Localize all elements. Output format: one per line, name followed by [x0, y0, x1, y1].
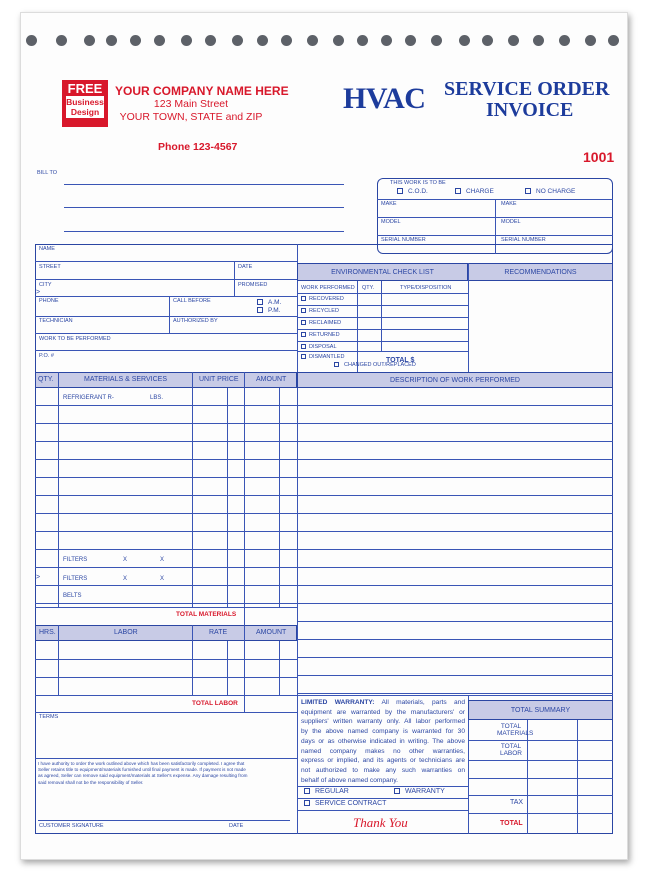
- unit-price-header: UNIT PRICE: [199, 376, 239, 383]
- bill-to-label: BILL TO: [37, 170, 58, 176]
- labor-amount-header: AMOUNT: [256, 629, 287, 636]
- service-contract-option[interactable]: SERVICE CONTRACT: [304, 800, 386, 807]
- env-item[interactable]: RECYCLED: [301, 308, 339, 314]
- refrigerant-label: REFRIGERANT R-: [63, 395, 114, 401]
- serial-label-2: SERIAL NUMBER: [501, 237, 546, 243]
- bill-to-line-2[interactable]: [64, 207, 344, 208]
- work-type-heading: THIS WORK IS TO BE: [390, 180, 446, 186]
- summary-tax: TAX: [510, 799, 524, 806]
- make-label-2: MAKE: [501, 201, 517, 207]
- rate-header: RATE: [209, 629, 228, 636]
- binder-hole: [181, 35, 192, 46]
- warranty-heading: LIMITED WARRANTY:: [301, 699, 375, 706]
- binder-hole: [106, 35, 117, 46]
- thank-you-text: Thank You: [353, 815, 408, 830]
- binder-hole: [357, 35, 368, 46]
- binder-hole: [405, 35, 416, 46]
- binder-hole: [381, 35, 392, 46]
- recommendations-header: RECOMMENDATIONS: [468, 263, 613, 281]
- filters-x1: X: [123, 557, 128, 563]
- limited-warranty-text: LIMITED WARRANTY: All materials, parts and equipment are warranted by the manufacturers' or suppliers' written warranty only. All labor performed by the above named company is warranted for 30 days or as otherwise indicated in writing. The above named company makes no other warranties, express or implied, and its agents or technicians are not authorized to make any such warranties on behalf of above named company.: [301, 699, 465, 784]
- phone-label: PHONE: [39, 298, 59, 304]
- env-item[interactable]: DISMANTLED: [301, 354, 344, 360]
- arrow-marker-1: >: [36, 289, 41, 296]
- env-type: TYPE/DISPOSITION: [400, 285, 452, 291]
- binder-hole: [26, 35, 37, 46]
- logo-design: Design: [70, 107, 100, 117]
- city-label: CITY: [39, 282, 52, 288]
- total-summary-header: TOTAL SUMMARY: [468, 700, 613, 720]
- make-label-1: MAKE: [381, 201, 397, 207]
- technician-label: TECHNICIAN: [39, 318, 73, 324]
- model-label-1: MODEL: [381, 219, 401, 225]
- binder-hole: [608, 35, 619, 46]
- env-changed-out[interactable]: CHANGED OUT/REPLACED: [334, 362, 416, 368]
- binder-hole: [257, 35, 268, 46]
- filters-label-2: FILTERS: [63, 576, 88, 582]
- pm-option[interactable]: P.M.: [257, 307, 281, 314]
- authorized-by-label: AUTHORIZED BY: [173, 318, 218, 324]
- promised-label: PROMISED: [238, 282, 268, 288]
- free-business-design-logo: [62, 80, 108, 127]
- title-hvac: HVAC: [343, 82, 426, 115]
- company-name: YOUR COMPANY NAME HERE: [115, 84, 289, 98]
- binder-hole: [508, 35, 519, 46]
- filters-label-1: FILTERS: [63, 557, 88, 563]
- am-option[interactable]: A.M.: [257, 299, 281, 306]
- company-street: 123 Main Street: [153, 98, 229, 110]
- binder-hole: [84, 35, 95, 46]
- logo-free: FREE: [67, 81, 103, 96]
- materials-qty-header: QTY.: [38, 376, 54, 383]
- logo-business: Business: [66, 97, 104, 107]
- binder-hole: [307, 35, 318, 46]
- signature-date-label: DATE: [229, 823, 244, 829]
- binder-hole: [533, 35, 544, 46]
- env-item[interactable]: DISPOSAL: [301, 344, 337, 350]
- bill-to-line-1[interactable]: [64, 184, 344, 185]
- title-service-order: SERVICE ORDER: [444, 78, 610, 100]
- binder-hole: [585, 35, 596, 46]
- filters-x4: X: [160, 576, 165, 582]
- no-charge-option[interactable]: NO CHARGE: [525, 188, 575, 195]
- authority-statement: I have authority to order the work outlined above which has been satisfactorily completed. I agree that Seller retains title to equipment/materials furnished until final payment is made. If payment is not made as agreed, Seller can remove said equipment/materials at Seller's expense. Any damage resulting from said removal shall not be the responsibility of Seller.: [38, 761, 248, 785]
- customer-signature-label: CUSTOMER SIGNATURE: [39, 823, 104, 829]
- regular-option[interactable]: REGULAR: [304, 788, 349, 795]
- street-label: STREET: [39, 264, 61, 270]
- warranty-option[interactable]: WARRANTY: [394, 788, 445, 795]
- lbs-label: LBS.: [150, 395, 164, 401]
- materials-services-header: MATERIALS & SERVICES: [84, 376, 167, 383]
- work-to-be-performed-label: WORK TO BE PERFORMED: [39, 336, 111, 342]
- env-checklist-header: ENVIRONMENTAL CHECK LIST: [297, 263, 468, 281]
- binder-hole: [431, 35, 442, 46]
- serial-label-1: SERIAL NUMBER: [381, 237, 426, 243]
- binder-hole: [559, 35, 570, 46]
- charge-option[interactable]: CHARGE: [455, 188, 494, 195]
- binder-hole: [205, 35, 216, 46]
- name-label: NAME: [39, 246, 55, 252]
- belts-label: BELTS: [63, 593, 82, 599]
- env-item[interactable]: RECOVERED: [301, 296, 344, 302]
- env-work-performed: WORK PERFORMED: [301, 285, 355, 291]
- company-phone: Phone 123-4567: [158, 141, 238, 153]
- env-qty: QTY.: [362, 285, 375, 291]
- summary-total-labor: TOTAL LABOR: [499, 743, 523, 757]
- binder-hole: [130, 35, 141, 46]
- binder-hole: [281, 35, 292, 46]
- call-before-label: CALL BEFORE: [173, 298, 211, 304]
- summary-total-materials: TOTAL MATERIALS: [497, 723, 534, 737]
- terms-label: TERMS: [39, 714, 59, 720]
- description-header: DESCRIPTION OF WORK PERFORMED: [297, 372, 613, 388]
- bill-to-line-3[interactable]: [64, 231, 344, 232]
- binder-holes: [0, 35, 648, 49]
- binder-hole: [232, 35, 243, 46]
- company-city: YOUR TOWN, STATE and ZIP: [119, 111, 263, 123]
- total-materials-label: TOTAL MATERIALS: [176, 611, 237, 618]
- arrow-marker-2: >: [36, 574, 41, 581]
- labor-hrs-header: HRS.: [39, 629, 56, 636]
- filters-x2: X: [160, 557, 165, 563]
- binder-hole: [333, 35, 344, 46]
- amount-header: AMOUNT: [256, 376, 287, 383]
- labor-header: LABOR: [114, 629, 138, 636]
- filters-x3: X: [123, 576, 128, 582]
- env-item[interactable]: RECLAIMED: [301, 320, 341, 326]
- cod-option[interactable]: C.O.D.: [397, 188, 428, 195]
- po-label: P.O. #: [39, 353, 54, 359]
- order-number: 1001: [583, 149, 615, 165]
- date-label: DATE: [238, 264, 253, 270]
- title-invoice: INVOICE: [486, 99, 574, 121]
- summary-total: TOTAL: [500, 820, 523, 827]
- total-labor-label: TOTAL LABOR: [192, 700, 238, 707]
- binder-hole: [482, 35, 493, 46]
- model-label-2: MODEL: [501, 219, 521, 225]
- binder-hole: [56, 35, 67, 46]
- binder-hole: [459, 35, 470, 46]
- binder-hole: [154, 35, 165, 46]
- env-item[interactable]: RETURNED: [301, 332, 340, 338]
- env-total: TOTAL $: [386, 357, 415, 364]
